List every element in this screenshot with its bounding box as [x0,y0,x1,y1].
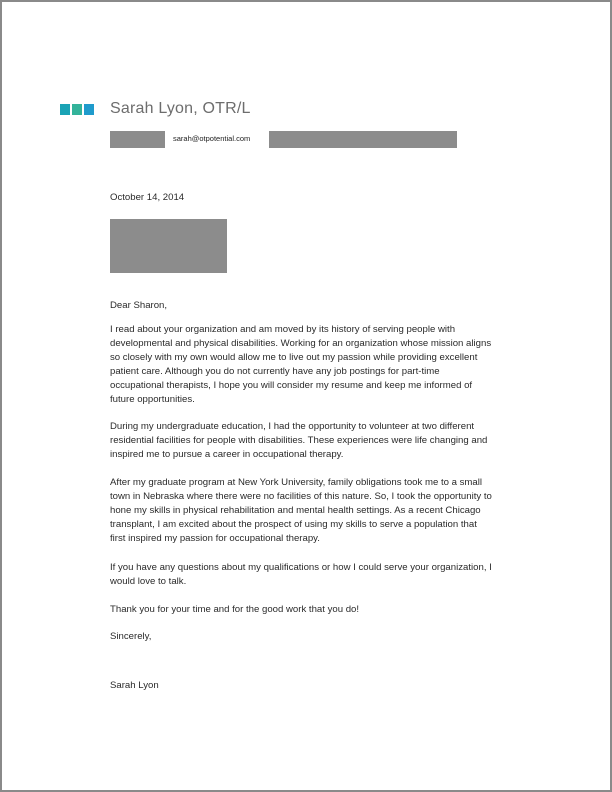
paragraph-line: residential facilities for people with disabilities. These experiences were life changing and [110,435,488,446]
paragraph-3 [110,476,530,546]
sender-name: Sarah Lyon, OTR/L [110,100,251,117]
paragraph-line: Thank you for your time and for the good work that you do! [110,604,360,615]
salutation: Dear Sharon, [110,300,168,311]
signature-name: Sarah Lyon [110,680,159,691]
paragraph-line: developmental and physical disabilities. Working for an organization whose mission aligns [110,338,492,349]
paragraph-1 [110,323,530,407]
paragraph-5 [110,603,530,617]
paragraph-line: occupational therapists, I hope you will consider my resume and keep me informed of [110,380,473,391]
closing: Sincerely, [110,631,152,642]
logo-square-blue [84,104,94,115]
redacted-address [269,131,457,148]
paragraph-line: During my undergraduate education, I had the opportunity to volunteer at two different [110,421,475,432]
paragraph-line: transplant, I am excited about the prospect of using my skills to serve a population that [110,519,477,530]
logo-square-teal [60,104,70,115]
paragraph-line: town in Nebraska where there were no facilities of this nature. So, I took the opportunity to [110,491,492,502]
paragraph-line: If you have any questions about my qualifications or how I could serve your organization, I [110,562,492,573]
redacted-phone [110,131,165,148]
paragraph-line: so closely with my own would allow me to live out my passion while providing excellent [110,352,478,363]
redacted-recipient-address [110,219,227,273]
paragraph-4 [110,561,530,589]
three-square-logo-icon [60,104,94,115]
paragraph-line: inspired me to pursue a career in occupational therapy. [110,449,344,460]
paragraph-line: patient care. Although you do not currently have any job postings for part-time [110,366,440,377]
paragraph-line: I read about your organization and am moved by its history of serving people with [110,324,456,335]
paragraph-line: hone my skills in physical rehabilitation and mental health settings. As a recent Chicago [110,505,481,516]
logo-square-green [72,104,82,115]
paragraph-line: would love to talk. [110,576,187,587]
paragraph-line: first inspired my passion for occupational therapy. [110,533,320,544]
paragraph-line: After my graduate program at New York University, family obligations took me to a small [110,477,483,488]
sender-email: sarah@otpotential.com [173,134,251,143]
paragraph-line: future opportunities. [110,394,195,405]
letter-date: October 14, 2014 [110,192,185,203]
paragraph-2 [110,420,530,462]
